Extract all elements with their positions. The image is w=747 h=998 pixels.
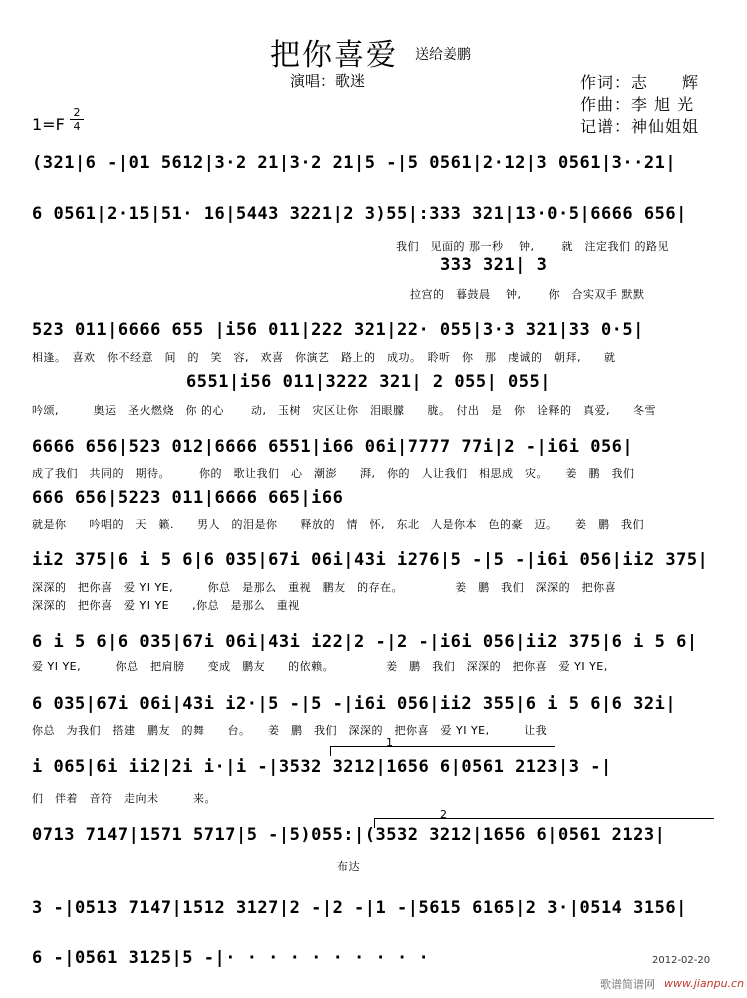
score-row-5: ii2 375|6 i 5 6|6 035|67i 06i|43i i276|5 -|5 -|i6i 056|ii2 375| — [32, 550, 709, 570]
volta-1-bracket-start — [330, 746, 331, 756]
lyric-row-9: 布达 — [337, 860, 360, 873]
score-row-2-alt: 333 321| 3 — [440, 255, 548, 275]
score-row-4-alt: 666 656|5223 011|6666 665|i66 — [32, 488, 344, 508]
score-row-8: i 065|6i ii2|2i i·|i -|3532 3212|1656 6|0561 2123|3 -| — [32, 757, 612, 777]
watermark-site-name: 歌谱简谱网 — [600, 978, 655, 991]
score-row-3-alt: 6551|i56 011|3222 321| 2 055| 055| — [186, 372, 551, 392]
volta-2-bracket — [374, 818, 714, 819]
transcriber-credit: 记谱：神仙姐姐 — [580, 117, 700, 136]
score-row-10: 3 -|0513 7147|1512 3127|2 -|2 -|1 -|5615 6165|2 3·|0514 3156| — [32, 898, 687, 918]
lyric-row-2a: 我们 见面的 那一秒 钟, 就 注定我们 的路见 — [396, 240, 669, 253]
singer-credit: 演唱：歌迷 — [290, 72, 366, 90]
lyric-row-4a: 成了我们 共同的 期待。 你的 歌让我们 心 潮澎 湃, 你的 人让我们 相思成 灾。 姜 鹏 我们 — [32, 467, 635, 480]
lyric-row-8: 们 伴着 音符 走向未 来。 — [32, 792, 216, 805]
score-row-3: 523 011|6666 655 |i56 011|222 321|22· 055|3·3 321|33 0·5| — [32, 320, 644, 340]
composer-credit: 作曲：李 旭 光 — [580, 95, 695, 114]
lyricist-credit: 作词：志 辉 — [580, 73, 700, 92]
time-signature-bottom: 4 — [73, 120, 81, 133]
score-row-11: 6 -|0561 3125|5 -|· · · · · · · · · · — [32, 948, 430, 968]
time-signature-top: 2 — [73, 106, 81, 119]
score-row-9: 0713 7147|1571 5717|5 -|5)055:|(3532 3212|1656 6|0561 2123| — [32, 825, 666, 845]
lyric-row-5a: 深深的 把你喜 爱 YI YE, 你总 是那么 重视 鹏友 的存在。 姜 鹏 我们 深深的 把你喜 — [32, 581, 617, 594]
volta-1-label: 1 — [386, 736, 394, 749]
lyric-row-7: 你总 为我们 搭建 鹏友 的舞 台。 姜 鹏 我们 深深的 把你喜 爱 YI YE, 让我 — [32, 724, 548, 737]
time-signature — [70, 107, 84, 132]
transcription-date: 2012-02-20 — [652, 955, 711, 966]
lyric-row-3a: 相逢。 喜欢 你不经意 间 的 笑 容, 欢喜 你演艺 路上的 成功。 聆听 你 那 虔诚的 朝拜, 就 — [32, 351, 616, 364]
watermark-url: www.jianpu.cn — [664, 977, 745, 990]
score-row-2: 6 0561|2·15|51· 16|5443 3221|2 3)55|:333 321|13·0·5|6666 656| — [32, 204, 687, 224]
score-row-7: 6 035|67i 06i|43i i2·|5 -|5 -|i6i 056|ii2 355|6 i 5 6|6 32i| — [32, 694, 677, 714]
volta-1-bracket — [330, 746, 555, 747]
lyric-row-4b: 就是你 吟唱的 天 籁. 男人 的泪是你 释放的 情 怀, 东北 人是你本 色的豪 迈。 姜 鹏 我们 — [32, 518, 644, 531]
key-signature: 1=F — [32, 115, 65, 134]
volta-2-label: 2 — [440, 808, 448, 821]
lyric-row-5b: 深深的 把你喜 爱 YI YE ,你总 是那么 重视 — [32, 599, 300, 612]
score-row-1: (321|6 -|01 5612|3·2 21|3·2 21|5 -|5 0561|2·12|3 0561|3··21| — [32, 153, 677, 173]
lyric-row-2b: 拉宫的 暮鼓晨 钟, 你 合实双手 默默 — [410, 288, 645, 301]
lyric-row-3b: 吟颂, 奥运 圣火燃烧 你 的心 动, 玉树 灾区让你 泪眼朦 胧。 付出 是 你 诠释的 真爱, 冬雪 — [32, 404, 656, 417]
lyric-row-6: 爱 YI YE, 你总 把肩膀 变成 鹏友 的依赖。 姜 鹏 我们 深深的 把你喜 爱 YI YE, — [32, 660, 608, 673]
score-row-4: 6666 656|523 012|6666 6551|i66 06i|7777 77i|2 -|i6i 056| — [32, 437, 634, 457]
song-subtitle: 送给姜鹏 — [415, 47, 471, 63]
song-title: 把你喜爱 — [270, 38, 398, 73]
score-row-6: 6 i 5 6|6 035|67i 06i|43i i22|2 -|2 -|i6i 056|ii2 375|6 i 5 6| — [32, 632, 698, 652]
